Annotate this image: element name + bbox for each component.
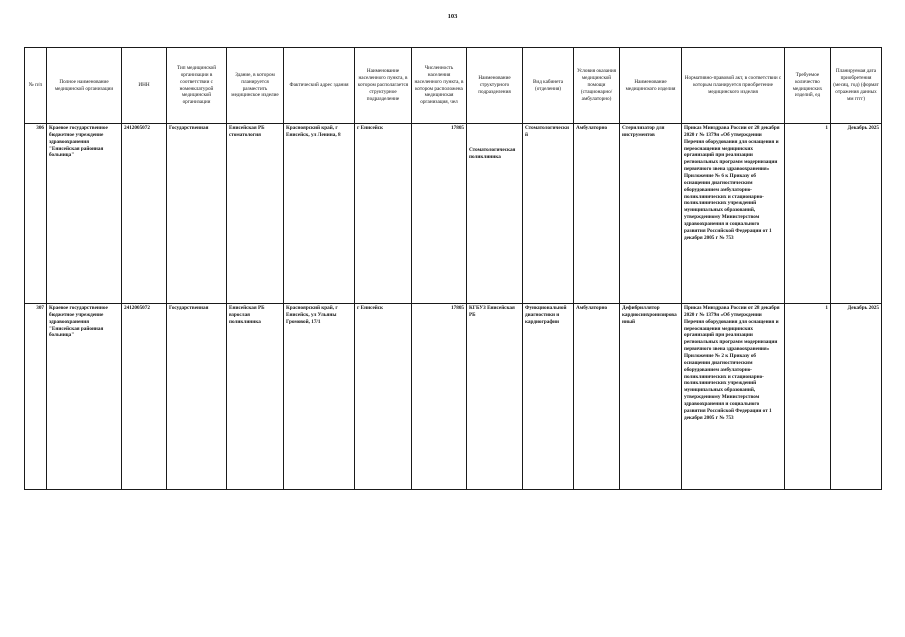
cell-population: 17805 xyxy=(412,124,467,304)
cell-unit: КГБУЗ Енисейская РБ xyxy=(467,304,523,490)
cell-type: Государственная xyxy=(167,304,227,490)
cell-date: Декабрь 2025 xyxy=(831,124,882,304)
header-address: Фактический адрес здания xyxy=(284,48,355,124)
cell-date: Декабрь 2025 xyxy=(831,304,882,490)
page-number: 103 xyxy=(447,13,458,20)
cell-unit-text: Стоматологическая поликлиника xyxy=(469,147,516,160)
header-unit: Наименование структурного подразделения xyxy=(467,48,523,124)
header-date: Планируемая дата приобретения (месяц, год) (формат отражения данных мм гггг) xyxy=(831,48,882,124)
cell-address: Красноярский край, г Енисейск, ул Ленина, 8 xyxy=(284,124,355,304)
cell-conditions: Амбулаторно xyxy=(574,124,620,304)
table-row xyxy=(25,304,882,490)
cell-org: Краевое государственное бюджетное учреждение здравоохранения "Енисейская районная больница" xyxy=(47,304,122,490)
header-inn: ИНН xyxy=(122,48,167,124)
cell-inn: 2412005072 xyxy=(122,124,167,304)
cell-population: 17805 xyxy=(412,304,467,490)
table-row xyxy=(25,124,882,304)
cell-num: 307 xyxy=(25,304,47,490)
cell-device: Стерилизатор для инструментов xyxy=(620,124,682,304)
header-conditions: Условия оказания медицинской помощи (стационарно/ амбулаторно) xyxy=(574,48,620,124)
cell-device: Дефибриллятор кардиосинхронизированный xyxy=(620,304,682,490)
cell-spacer xyxy=(469,125,520,147)
cell-act: Приказ Минздрава России от 28 декабря 2020 г № 1379н «Об утверждении Перечня оборудования для оснащения и переоснащения медицинских организаций при реализации региональных программ модернизации первичного звена здравоохранения» Приложение № 2 к Приказу об оснащении диагностическим оборудованием амбулаторно-поликлинических и стационарно-поликлинических учреждений муниципальных образований, утвержденному Министерством здравоохранения и социального развития Российской Федерации от 1 декабря 2005 г № 753 xyxy=(682,304,785,490)
cell-cabinet: Стоматологический xyxy=(523,124,574,304)
cell-building: Енисейская РБ взрослая поликлиника xyxy=(227,304,284,490)
cell-qty: 1 xyxy=(785,124,831,304)
header-locality: Наименование населенного пункта, в котором располагается структурное подразделение xyxy=(355,48,412,124)
header-cabinet: Вид кабинета (отделения) xyxy=(523,48,574,124)
header-device: Наименование медицинского изделия xyxy=(620,48,682,124)
header-num: № п/п xyxy=(25,48,47,124)
cell-cabinet: Функциональной диагностики и кардиографии xyxy=(523,304,574,490)
cell-org: Краевое государственное бюджетное учреждение здравоохранения "Енисейская районная больница" xyxy=(47,124,122,304)
cell-act: Приказ Минздрава России от 28 декабря 2020 г № 1379н «Об утверждении Перечня оборудования для оснащения и переоснащения медицинских организаций при реализации региональных программ модернизации первичного звена здравоохранения» Приложение № 6 к Приказу об оснащении диагностическим оборудованием амбулаторно-поликлинических и стационарно-поликлинических учреждений муниципальных образований, утвержденному Министерством здравоохранения и социального развития Российской Федерации от 1 декабря 2005 г № 753 xyxy=(682,124,785,304)
header-type: Тип медицинской организации в соответствии с номенклатурой медицинской организации xyxy=(167,48,227,124)
cell-conditions: Амбулаторно xyxy=(574,304,620,490)
cell-qty: 1 xyxy=(785,304,831,490)
header-row xyxy=(25,48,882,124)
equipment-table xyxy=(24,47,882,490)
header-qty: Требуемое количество медицинских изделий, ед xyxy=(785,48,831,124)
cell-type: Государственная xyxy=(167,124,227,304)
header-act: Нормативно-правовой акт, в соответствии с которым планируется приобретение медицинского изделия xyxy=(682,48,785,124)
header-population: Численность населения населенного пункта, в котором расположена медицинская организация, чел xyxy=(412,48,467,124)
cell-unit xyxy=(467,124,523,304)
cell-locality: г Енисейск xyxy=(355,124,412,304)
cell-building: Енисейская РБ стоматология xyxy=(227,124,284,304)
header-org: Полное наименование медицинской организации xyxy=(47,48,122,124)
cell-inn: 2412005072 xyxy=(122,304,167,490)
header-building: Здание, в котором планируется разместить медицинское изделие xyxy=(227,48,284,124)
cell-locality: г Енисейск xyxy=(355,304,412,490)
cell-address: Красноярский край, г Енисейск, ул Ульяны Громовой, 17/1 xyxy=(284,304,355,490)
cell-num: 306 xyxy=(25,124,47,304)
